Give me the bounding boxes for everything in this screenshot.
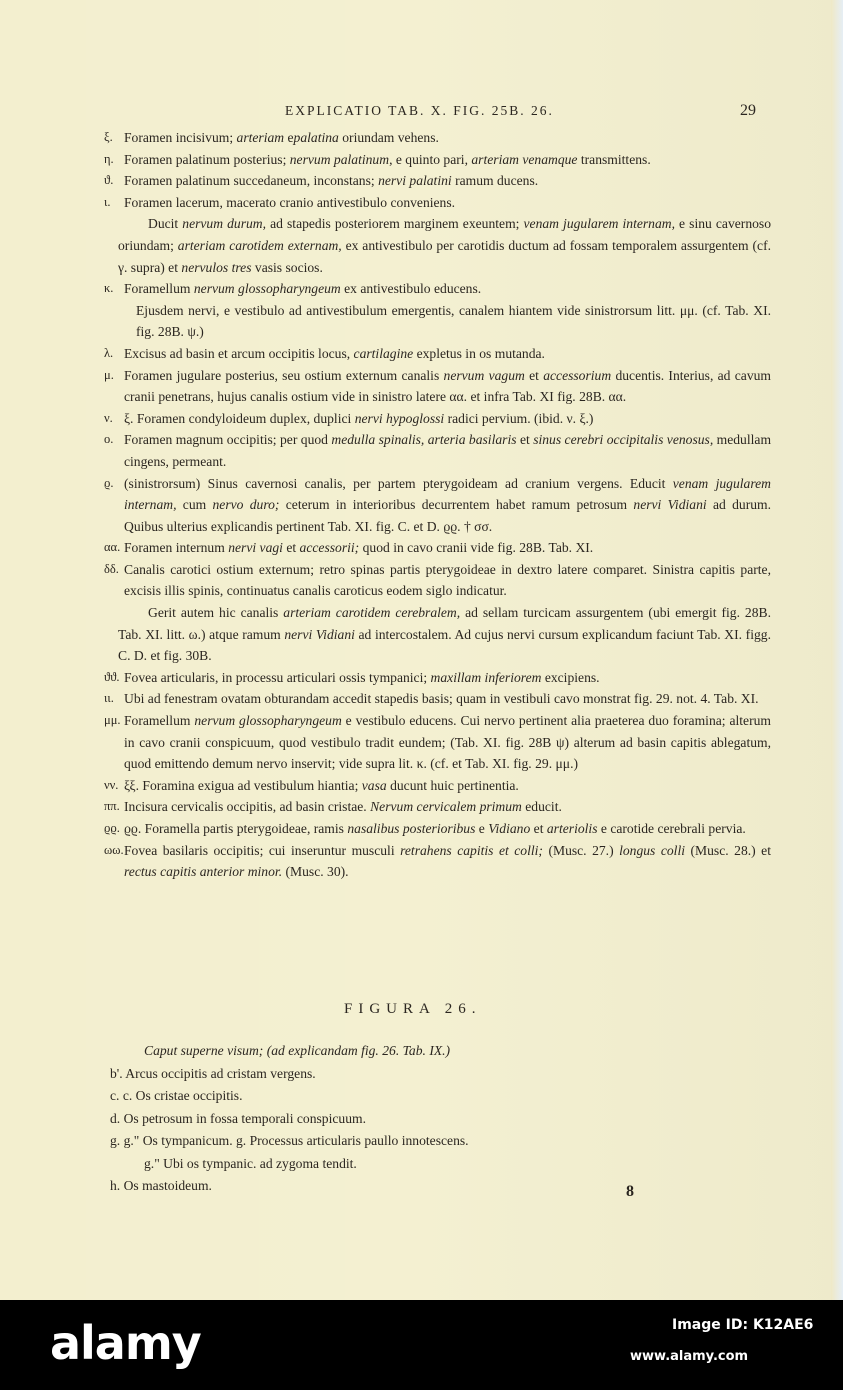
entry-text: Foramen lacerum, macerato cranio antivestibulo conveniens. <box>124 194 456 210</box>
source-url: www.alamy.com <box>630 1349 749 1364</box>
entry-text: Foramen palatinum succedaneum, inconstans; nervi palatini ramum ducens. <box>124 173 539 189</box>
figure-legend-item: b'. Arcus occipitis ad cristam vergens. <box>110 1065 316 1081</box>
entry-text: Fovea basilaris occipitis; cui inseruntur musculi retrahens capitis et colli; (Musc. 27.) longus colli (Musc. 28.) et rectus capitis anterior minor. (Musc. 30). <box>124 842 771 880</box>
entry-item <box>0 818 843 840</box>
entry-item <box>0 667 843 689</box>
figure-legend <box>0 1040 843 1198</box>
entry-text: ξξ. Foramina exigua ad vestibulum hiantia; vasa ducunt huic pertinentia. <box>124 777 519 793</box>
entry-text: ξ. Foramen condyloideum duplex, duplici nervi hypoglossi radici pervium. (ibid. ν. ξ.) <box>124 410 594 426</box>
entry-key: λ. <box>104 345 114 360</box>
entry-key: ϑϑ. <box>104 669 120 684</box>
image-id: Image ID: K12AE6 <box>672 1317 814 1333</box>
entry-item <box>0 365 843 408</box>
entry-text: Excisus ad basin et arcum occipitis locus, cartilagine expletus in os mutanda. <box>124 345 545 361</box>
entry-text: Foramen palatinum posterius; nervum palatinum, e quinto pari, arteriam venamque transmittens. <box>124 151 651 167</box>
entry-key: νν. <box>104 777 119 792</box>
entry-item <box>0 149 843 171</box>
entry-item <box>0 343 843 365</box>
entry-key: ππ. <box>104 799 120 814</box>
entry-key: δδ. <box>104 561 119 576</box>
entry-text: ϱϱ. Foramella partis pterygoideae, ramis nasalibus posterioribus e Vidiano et arteriolis e carotide cerebrali pervia. <box>124 821 746 836</box>
entry-text: Canalis carotici ostium externum; retro spinas partis pterygoideae in dextro latere comparet. Sinistra capitis parte, excisis illis spinis, continuatus canalis caroticus eodem siglo indicatur. <box>124 561 771 599</box>
entry-continuation: Ducit nervum durum, ad stapedis posteriorem marginem exeuntem; venam jugularem internam, e sinu cavernoso oriundam; arteriam carotidem externam, ex antivestibulo per carotidis ductum ad fossam temporalem assurgentem (cf. γ. supra) et nervulos tres vasis socios. <box>118 216 771 275</box>
page-number: 29 <box>740 102 756 119</box>
entry-item <box>0 537 843 559</box>
entry-key: ο. <box>104 432 114 447</box>
alamy-logo: alamy <box>50 1316 201 1370</box>
figure-legend-item: h. Os mastoideum. <box>110 1178 212 1193</box>
figure-legend-item: g." Ubi os tympanic. ad zygoma tendit. <box>144 1155 357 1171</box>
figure-legend-item: d. Os petrosum in fossa temporali conspicuum. <box>110 1110 366 1126</box>
entry-text: Incisura cervicalis occipitis, ad basin cristae. Nervum cervicalem primum educit. <box>124 799 562 815</box>
entry-key: μμ. <box>104 713 121 728</box>
figure-caption: Caput superne visum; (ad explicandam fig. 26. Tab. IX.) <box>144 1043 451 1058</box>
entry-key: μ. <box>104 367 114 382</box>
entry-item <box>0 840 843 883</box>
entry-key: ιι. <box>104 691 114 706</box>
entry-item <box>0 796 843 818</box>
entry-continuation: Gerit autem hic canalis arteriam carotidem cerebralem, ad sellam turcicam assurgentem (ubi emergit fig. 28B. Tab. XI. litt. ω.) atque ramum nervi Vidiani ad intercostalem. Ad cujus nervi cursum explicandum faciunt Tab. XI. figg. C. D. et fig. 30B. <box>118 605 771 664</box>
entry-text: Foramen incisivum; arteriam epalatina oriundam vehens. <box>124 130 439 145</box>
entry-key: ϱϱ. <box>104 821 120 835</box>
entry-key: η. <box>104 151 114 166</box>
entry-text: Foramen magnum occipitis; per quod medulla spinalis, arteria basilaris et sinus cerebri occipitalis venosus, medullam cingens, permeant. <box>124 432 772 469</box>
explanation-list <box>0 127 843 883</box>
signature-mark: 8 <box>626 1183 634 1200</box>
entry-text: Foramen internum nervi vagi et accessorii; quod in cavo cranii vide fig. 28B. Tab. XI. <box>124 540 594 556</box>
entry-key: ν. <box>104 410 113 425</box>
entry-item <box>0 775 843 797</box>
figure-title: FIGURA 26. <box>344 1001 482 1017</box>
entry-item <box>0 408 843 430</box>
entry-item <box>0 710 843 775</box>
entry-key: κ. <box>104 281 114 296</box>
entry-key: ϑ. <box>104 173 114 188</box>
entry-text: Foramellum nervum glossopharyngeum ex antivestibulo educens. <box>124 281 482 297</box>
entry-key: ξ. <box>104 130 113 144</box>
entry-item <box>0 473 843 538</box>
entry-text: (sinistrorsum) Sinus cavernosi canalis, per partem pterygoideam ad cranium vergens. Educit venam jugularem internam, cum nervo duro; ceterum in interioribus decurrentem habet ramum petrosum nervi Vidiani ad durum. Quibus ulterius explicandis pertinent Tab. XI. fig. C. et D. ϱϱ. † σσ. <box>124 475 771 534</box>
entry-item <box>0 559 843 602</box>
entry-item <box>0 429 843 472</box>
entry-key: ι. <box>104 194 111 209</box>
page-header: EXPLICATIO TAB. X. FIG. 25B. 26. <box>285 103 554 118</box>
figure-legend-item: g. g." Os tympanicum. g. Processus articularis paullo innotescens. <box>110 1133 469 1148</box>
entry-text: Ubi ad fenestram ovatam obturandam accedit stapedis basis; quam in vestibuli cavo monstrat fig. 29. not. 4. Tab. XI. <box>124 691 759 707</box>
entry-text: Foramellum nervum glossopharyngeum e vestibulo educens. Cui nervo pertinent alia praeterea duo foramina; alterum in cavo cranii conspicuum, quod vestibulo tradit eundem; (Tab. XI. fig. 28B ψ) alterum ad basin capitis ablegatum, quod emittendo demum nervo inservit; vide supra lit. κ. (cf. et Tab. XI. fig. 29. μμ.) <box>124 713 771 772</box>
entry-item <box>0 170 843 192</box>
entry-text: Fovea articularis, in processu articulari ossis tympanici; maxillam inferiorem excipiens. <box>124 669 600 685</box>
entry-key: αα. <box>104 540 121 555</box>
entry-key: ϱ. <box>104 475 114 490</box>
entry-key: ωω. <box>104 842 124 857</box>
entry-text: Foramen jugulare posterius, seu ostium externum canalis nervum vagum et accessorium ducentis. Interius, ad cavum cranii penetrans, hujus canalis ostium vide in sinistro latere αα. et infra Tab. XI fig. 28B. αα. <box>124 367 771 405</box>
entry-item <box>0 688 843 710</box>
entry-continuation: Ejusdem nervi, e vestibulo ad antivestibulum emergentis, canalem hiantem vide sinistrorsum litt. μμ. (cf. Tab. XI. fig. 28B. ψ.) <box>136 302 771 340</box>
entry-item <box>0 278 843 300</box>
figure-legend-item: c. c. Os cristae occipitis. <box>110 1088 243 1103</box>
entry-item <box>0 192 843 214</box>
entry-item <box>0 127 843 149</box>
